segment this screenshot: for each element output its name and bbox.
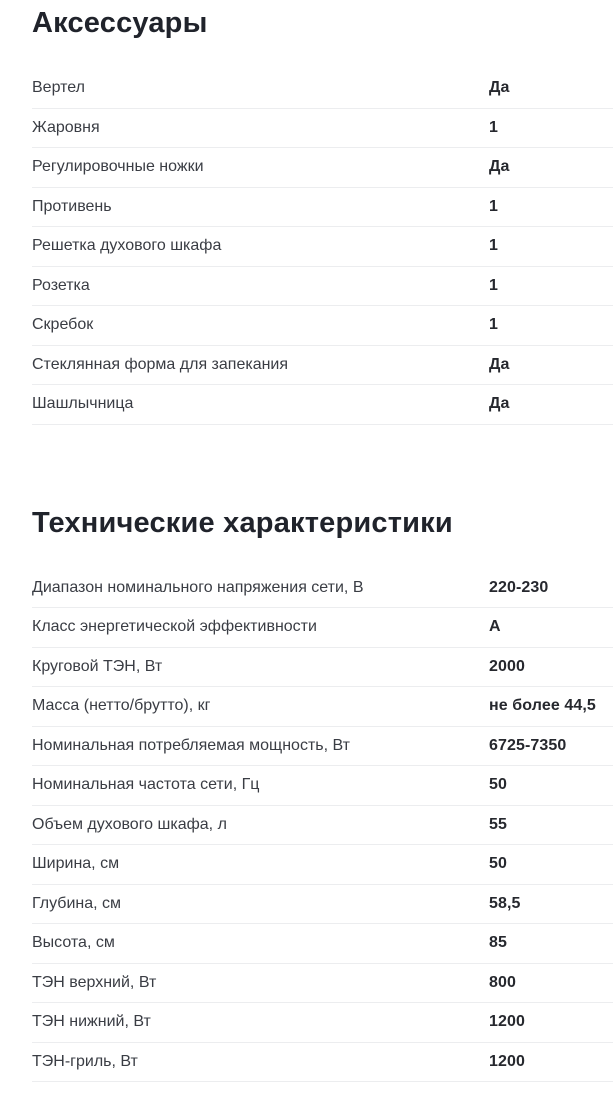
spec-value: 1 [489,118,498,136]
spec-row [32,385,613,425]
spec-value: не более 44,5 [489,697,596,715]
spec-label: Объем духового шкафа, л [32,815,227,833]
spec-row [32,346,613,386]
spec-label: Ширина, см [32,855,120,873]
spec-value: 85 [489,934,507,952]
spec-row [32,924,613,964]
spec-label: Противень [32,197,112,215]
spec-label: Глубина, см [32,894,122,912]
spec-value: 1200 [489,1052,525,1070]
spec-label: Вертел [32,79,85,97]
spec-value: 50 [489,855,507,873]
spec-value: 1 [489,197,498,215]
technical-specs-section [0,505,613,1083]
spec-row [32,845,613,885]
spec-value: А [489,618,501,636]
spec-label: ТЭН верхний, Вт [32,973,157,991]
spec-label: Класс энергетической эффективности [32,618,317,636]
spec-label: Скребок [32,316,94,334]
spec-label: Стеклянная форма для запекания [32,355,289,373]
spec-row [32,648,613,688]
spec-value: Да [489,395,510,413]
spec-label: ТЭН нижний, Вт [32,1013,151,1031]
spec-row [32,109,613,149]
spec-value: 55 [489,815,507,833]
spec-row [32,1003,613,1043]
spec-value: 50 [489,776,507,794]
spec-label: Высота, см [32,934,115,952]
spec-row [32,306,613,346]
spec-label: Решетка духового шкафа [32,237,222,255]
spec-label: Розетка [32,276,90,294]
spec-label: Масса (нетто/брутто), кг [32,697,211,715]
spec-value: Да [489,79,510,97]
spec-row [32,188,613,228]
spec-label: Диапазон номинального напряжения сети, В [32,578,364,596]
accessories-section [0,5,613,425]
spec-value: Да [489,158,510,176]
spec-row [32,885,613,925]
spec-row [32,569,613,609]
spec-row [32,727,613,767]
spec-row [32,964,613,1004]
spec-label: Шашлычница [32,395,134,413]
spec-value: 1200 [489,1013,525,1031]
spec-value: 6725-7350 [489,736,567,754]
spec-row [32,267,613,307]
spec-row [32,69,613,109]
spec-label: Номинальная потребляемая мощность, Вт [32,736,350,754]
spec-label: Регулировочные ножки [32,158,204,176]
spec-value: 2000 [489,657,525,675]
accessories-table [0,69,613,425]
spec-row [32,227,613,267]
spec-label: ТЭН-гриль, Вт [32,1052,138,1070]
spec-row [32,1043,613,1083]
spec-label: Жаровня [32,118,100,136]
spec-row [32,687,613,727]
spec-value: Да [489,355,510,373]
spec-row [32,608,613,648]
spec-value: 800 [489,973,516,991]
spec-value: 1 [489,316,498,334]
spec-row [32,148,613,188]
specs-section-title: Технические характеристики [32,506,453,539]
spec-value: 58,5 [489,894,521,912]
spec-value: 220-230 [489,578,549,596]
spec-label: Круговой ТЭН, Вт [32,657,163,675]
spec-row [32,766,613,806]
accessories-section-title: Аксессуары [32,7,208,39]
spec-value: 1 [489,276,498,294]
spec-value: 1 [489,237,498,255]
specs-table [0,569,613,1083]
spec-row [32,806,613,846]
spec-label: Номинальная частота сети, Гц [32,776,260,794]
